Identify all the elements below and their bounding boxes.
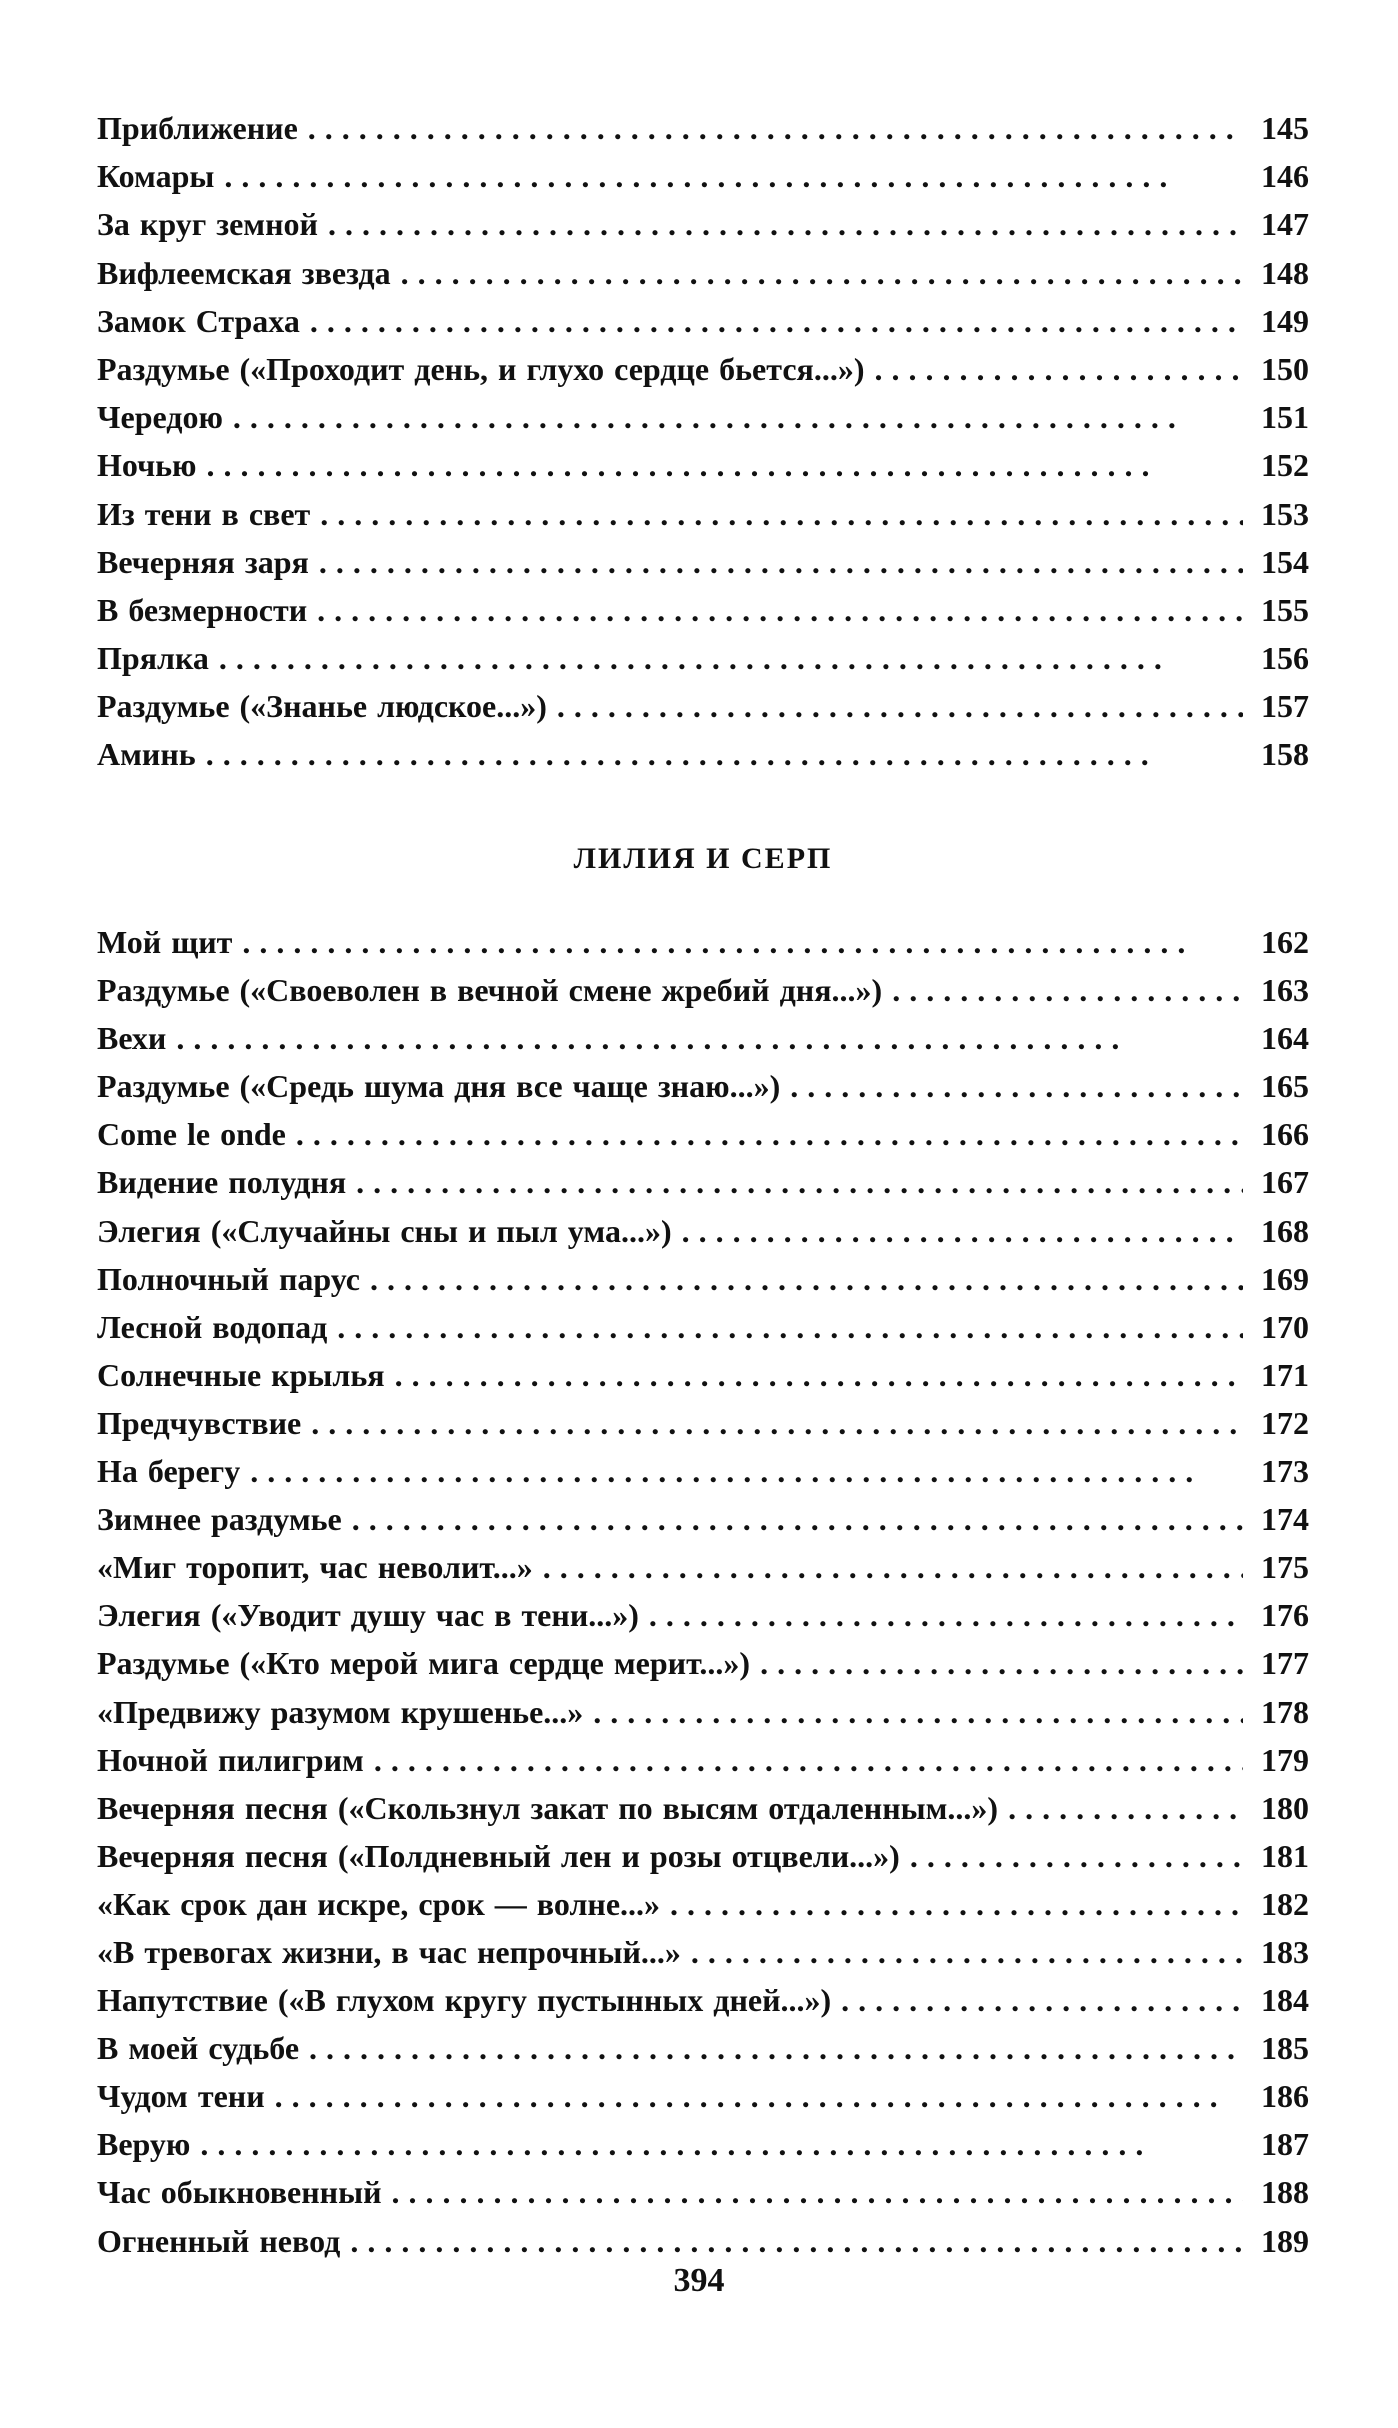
toc-entry-title: Ночной пилигрим bbox=[97, 1741, 364, 1778]
dot-leader bbox=[250, 1447, 1243, 1495]
dot-leader bbox=[374, 1736, 1243, 1784]
toc-list-bottom bbox=[97, 918, 1309, 2265]
toc-entry bbox=[97, 1543, 1309, 1591]
dot-leader bbox=[206, 441, 1243, 489]
dot-leader bbox=[176, 1014, 1243, 1062]
section-heading: ЛИЛИЯ И СЕРП bbox=[573, 842, 833, 875]
toc-entry-page: 148 bbox=[1261, 254, 1309, 291]
dot-leader bbox=[401, 249, 1243, 297]
dot-leader bbox=[682, 1207, 1243, 1255]
toc-entry-page: 164 bbox=[1261, 1020, 1309, 1057]
toc-entry-title: Зимнее раздумье bbox=[97, 1501, 342, 1538]
toc-list-top bbox=[97, 104, 1309, 779]
toc-entry bbox=[97, 1158, 1309, 1206]
toc-entry-page: 156 bbox=[1261, 640, 1309, 677]
dot-leader bbox=[370, 1255, 1243, 1303]
dot-leader bbox=[308, 104, 1243, 152]
toc-entry-page: 146 bbox=[1261, 158, 1309, 195]
toc-entry-title: Раздумье («Средь шума дня все чаще знаю...») bbox=[97, 1068, 781, 1105]
dot-leader bbox=[350, 2217, 1243, 2265]
toc-entry-page: 149 bbox=[1261, 302, 1309, 339]
toc-entry-page: 158 bbox=[1261, 736, 1309, 773]
toc-entry-title: Напутствие («В глухом кругу пустынных дней...») bbox=[97, 1982, 832, 2019]
dot-leader bbox=[691, 1928, 1243, 1976]
toc-entry-title: Вечерняя заря bbox=[97, 543, 309, 580]
toc-entry bbox=[97, 104, 1309, 152]
toc-entry bbox=[97, 1351, 1309, 1399]
toc-entry bbox=[97, 1062, 1309, 1110]
dot-leader bbox=[910, 1832, 1243, 1880]
toc-entry-title: Огненный невод bbox=[97, 2222, 341, 2259]
toc-entry-title: Верую bbox=[97, 2126, 191, 2163]
toc-entry-page: 153 bbox=[1261, 495, 1309, 532]
page-number: 394 bbox=[673, 2262, 725, 2299]
toc-entry-title: Предчувствие bbox=[97, 1404, 302, 1441]
toc-entry-title: Замок Страха bbox=[97, 302, 300, 339]
toc-entry-title: «В тревогах жизни, в час непрочный...» bbox=[97, 1933, 681, 1970]
toc-entry-title: Чудом тени bbox=[97, 2078, 265, 2115]
toc-entry-page: 181 bbox=[1261, 1837, 1309, 1874]
toc-entry-page: 165 bbox=[1261, 1068, 1309, 1105]
dot-leader bbox=[309, 2024, 1243, 2072]
dot-leader bbox=[593, 1688, 1243, 1736]
toc-entry-title: Раздумье («Своеволен в вечной смене жребий дня...») bbox=[97, 972, 883, 1009]
toc-entry-page: 151 bbox=[1261, 399, 1309, 436]
toc-entry-page: 182 bbox=[1261, 1885, 1309, 1922]
toc-entry bbox=[97, 1591, 1309, 1639]
toc-entry-page: 176 bbox=[1261, 1597, 1309, 1634]
dot-leader bbox=[352, 1495, 1243, 1543]
toc-entry-title: Вехи bbox=[97, 1020, 167, 1057]
toc-entry-page: 169 bbox=[1261, 1260, 1309, 1297]
toc-entry-page: 189 bbox=[1261, 2222, 1309, 2259]
dot-leader bbox=[275, 2072, 1243, 2120]
dot-leader bbox=[543, 1543, 1243, 1591]
dot-leader bbox=[328, 200, 1243, 248]
toc-entry bbox=[97, 2168, 1309, 2216]
toc-entry bbox=[97, 1255, 1309, 1303]
toc-entry-page: 184 bbox=[1261, 1982, 1309, 2019]
toc-entry-page: 150 bbox=[1261, 350, 1309, 387]
dot-leader bbox=[892, 966, 1243, 1014]
toc-entry-page: 178 bbox=[1261, 1693, 1309, 1730]
toc-entry-page: 157 bbox=[1261, 688, 1309, 725]
toc-entry bbox=[97, 490, 1309, 538]
toc-entry-title: Час обыкновенный bbox=[97, 2174, 382, 2211]
dot-leader bbox=[557, 682, 1243, 730]
toc-entry bbox=[97, 1832, 1309, 1880]
toc-entry-title: Видение полудня bbox=[97, 1164, 347, 1201]
toc-entry bbox=[97, 152, 1309, 200]
toc-entry-page: 185 bbox=[1261, 2030, 1309, 2067]
toc-entry bbox=[97, 1399, 1309, 1447]
toc-entry-title: Элегия («Случайны сны и пыл ума...») bbox=[97, 1212, 672, 1249]
dot-leader bbox=[311, 1399, 1243, 1447]
dot-leader bbox=[206, 730, 1243, 778]
dot-leader bbox=[1008, 1784, 1243, 1832]
toc-entry-title: Мой щит bbox=[97, 924, 233, 960]
toc-entry bbox=[97, 538, 1309, 586]
dot-leader bbox=[841, 1976, 1243, 2024]
dot-leader bbox=[242, 918, 1243, 966]
toc-entry-page: 173 bbox=[1261, 1453, 1309, 1490]
toc-entry bbox=[97, 1976, 1309, 2024]
dot-leader bbox=[320, 490, 1243, 538]
toc-entry-title: Ночью bbox=[97, 447, 197, 484]
dot-leader bbox=[317, 586, 1243, 634]
toc-entry bbox=[97, 441, 1309, 489]
toc-entry bbox=[97, 586, 1309, 634]
toc-entry bbox=[97, 918, 1309, 966]
toc-entry bbox=[97, 966, 1309, 1014]
dot-leader bbox=[875, 345, 1244, 393]
toc-entry-title: «Предвижу разумом крушенье...» bbox=[97, 1693, 584, 1730]
toc-entry bbox=[97, 249, 1309, 297]
toc-entry bbox=[97, 1736, 1309, 1784]
dot-leader bbox=[319, 538, 1243, 586]
toc-entry bbox=[97, 1688, 1309, 1736]
dot-leader bbox=[337, 1303, 1243, 1351]
dot-leader bbox=[649, 1591, 1243, 1639]
toc-entry bbox=[97, 634, 1309, 682]
toc-entry bbox=[97, 730, 1309, 778]
toc-entry-title: Элегия («Уводит душу час в тени...») bbox=[97, 1597, 639, 1634]
toc-entry-page: 170 bbox=[1261, 1308, 1309, 1345]
toc-entry bbox=[97, 1495, 1309, 1543]
toc-entry-page: 179 bbox=[1261, 1741, 1309, 1778]
toc-entry-page: 154 bbox=[1261, 543, 1309, 580]
toc-entry bbox=[97, 2217, 1309, 2265]
toc-entry bbox=[97, 1014, 1309, 1062]
toc-entry-page: 187 bbox=[1261, 2126, 1309, 2163]
toc-entry-page: 186 bbox=[1261, 2078, 1309, 2115]
toc-entry-title: Комары bbox=[97, 158, 215, 195]
dot-leader bbox=[310, 297, 1243, 345]
toc-entry-title: Полночный парус bbox=[97, 1260, 360, 1297]
toc-entry bbox=[97, 1639, 1309, 1687]
toc-entry bbox=[97, 345, 1309, 393]
toc-entry-title: В безмерности bbox=[97, 591, 308, 628]
dot-leader bbox=[356, 1158, 1243, 1206]
dot-leader bbox=[670, 1880, 1243, 1928]
dot-leader bbox=[233, 393, 1243, 441]
toc-entry-title: «Как срок дан искре, срок — волне...» bbox=[97, 1885, 661, 1922]
toc-entry bbox=[97, 2120, 1309, 2168]
dot-leader bbox=[760, 1639, 1243, 1687]
toc-entry bbox=[97, 1784, 1309, 1832]
toc-entry-title: Из тени в свет bbox=[97, 495, 311, 532]
toc-entry-title: На берегу bbox=[97, 1453, 241, 1490]
toc-entry bbox=[97, 1110, 1309, 1158]
dot-leader bbox=[224, 152, 1243, 200]
toc-entry-title: Come le onde bbox=[97, 1116, 286, 1153]
toc-entry-title: Раздумье («Проходит день, и глухо сердце бьется...») bbox=[97, 350, 865, 387]
toc-entry-page: 172 bbox=[1261, 1404, 1309, 1441]
toc-entry-title: Прялка bbox=[97, 640, 209, 677]
toc-entry bbox=[97, 1303, 1309, 1351]
toc-entry bbox=[97, 1880, 1309, 1928]
toc-entry-page: 152 bbox=[1261, 447, 1309, 484]
toc-entry-page: 163 bbox=[1261, 972, 1309, 1009]
toc-entry bbox=[97, 2072, 1309, 2120]
toc-entry-title: Вечерняя песня («Скользнул закат по высям отдаленным...») bbox=[97, 1789, 999, 1826]
dot-leader bbox=[296, 1110, 1243, 1158]
toc-entry-title: Раздумье («Кто мерой мига сердце мерит...») bbox=[97, 1645, 751, 1682]
toc-entry-page: 180 bbox=[1261, 1789, 1309, 1826]
toc-entry-title: Лесной водопад bbox=[97, 1308, 328, 1345]
toc-entry-title: «Миг торопит, час неволит...» bbox=[97, 1549, 533, 1586]
toc-entry-page: 166 bbox=[1261, 1116, 1309, 1153]
toc-entry-title: Аминь bbox=[97, 736, 196, 773]
toc-entry-title: Вечерняя песня («Полдневный лен и розы отцвели...») bbox=[97, 1837, 900, 1874]
dot-leader bbox=[395, 1351, 1243, 1399]
toc-entry-title: Раздумье («Знанье людское...») bbox=[97, 688, 547, 725]
toc-entry-page: 174 bbox=[1261, 1501, 1309, 1538]
toc-entry-title: За круг земной bbox=[97, 206, 318, 243]
toc-entry bbox=[97, 200, 1309, 248]
toc-entry-title: Солнечные крылья bbox=[97, 1356, 385, 1393]
dot-leader bbox=[392, 2168, 1243, 2216]
toc-entry-page: 177 bbox=[1261, 1645, 1309, 1682]
toc-entry-page: 147 bbox=[1261, 206, 1309, 243]
dot-leader bbox=[200, 2120, 1243, 2168]
toc-entry-page: 188 bbox=[1261, 2174, 1309, 2211]
toc-entry bbox=[97, 393, 1309, 441]
toc-entry-page: 167 bbox=[1261, 1164, 1309, 1201]
toc-entry-title: Вифлеемская звезда bbox=[97, 254, 391, 291]
toc-entry-page: 145 bbox=[1261, 110, 1309, 146]
toc-entry-page: 155 bbox=[1261, 591, 1309, 628]
dot-leader bbox=[790, 1062, 1243, 1110]
toc-entry bbox=[97, 682, 1309, 730]
toc-entry bbox=[97, 1207, 1309, 1255]
toc-entry-title: В моей судьбе bbox=[97, 2030, 300, 2067]
toc-entry-page: 183 bbox=[1261, 1933, 1309, 1970]
dot-leader bbox=[219, 634, 1243, 682]
toc-entry-page: 171 bbox=[1261, 1356, 1309, 1393]
toc-entry-page: 162 bbox=[1261, 924, 1309, 960]
toc-entry-page: 168 bbox=[1261, 1212, 1309, 1249]
toc-entry-title: Чередою bbox=[97, 399, 223, 436]
toc-entry bbox=[97, 2024, 1309, 2072]
toc-entry bbox=[97, 297, 1309, 345]
toc-entry-page: 175 bbox=[1261, 1549, 1309, 1586]
toc-entry-title: Приближение bbox=[97, 110, 298, 146]
toc-entry bbox=[97, 1447, 1309, 1495]
toc-entry bbox=[97, 1928, 1309, 1976]
